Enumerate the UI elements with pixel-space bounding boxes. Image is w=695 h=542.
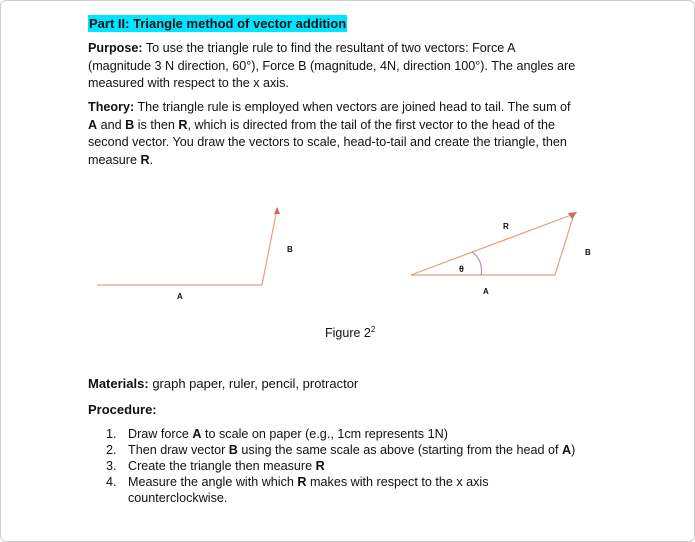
materials-text: graph paper, ruler, pencil, protractor	[148, 376, 359, 391]
purpose-line-1: To use the triangle rule to find the resultant of two vectors: Force A	[145, 41, 516, 55]
step-number: 2.	[106, 443, 117, 457]
theory-vector-a: A	[88, 117, 98, 132]
procedure-step	[106, 458, 575, 474]
step-text: )	[571, 443, 576, 457]
step-text: using the same scale as above (starting from the head of	[237, 443, 563, 457]
step-number: 1.	[106, 427, 117, 441]
purpose-line-3: measured with respect to the x axis.	[88, 76, 289, 90]
step-vector: R	[315, 459, 325, 473]
left-vector-b-line	[262, 209, 277, 285]
left-label-b: B	[287, 245, 293, 254]
theta-label: θ	[459, 264, 464, 274]
procedure-step	[106, 442, 575, 458]
step-text: Measure the angle with which	[128, 475, 298, 489]
step-number: 3.	[106, 459, 117, 473]
theory-text: .	[149, 152, 154, 167]
theory-line-1: The triangle rule is employed when vectors are joined head to tail. The sum of	[137, 100, 571, 114]
step-vector: R	[297, 475, 307, 489]
theory-label: Theory:	[88, 100, 135, 114]
step-vector: A	[562, 443, 572, 457]
step-vector: A	[192, 427, 202, 441]
step-text: Then draw vector	[128, 443, 229, 457]
purpose-line-2: (magnitude 3 N direction, 60°), Force B (magnitude, 4N, direction 100°). The angles are	[88, 58, 576, 73]
procedure-label: Procedure:	[88, 402, 157, 417]
theory-vector-b: B	[125, 117, 135, 132]
theory-line-3: second vector. You draw the vectors to scale, head-to-tail and create the triangle, then	[88, 135, 567, 149]
figure-caption-sup: 2	[370, 325, 376, 334]
right-label-b: B	[585, 248, 591, 257]
theta-angle-arc	[472, 252, 482, 275]
left-vector-b-arrowhead	[274, 207, 280, 214]
purpose-label: Purpose:	[88, 41, 143, 55]
materials-label: Materials:	[88, 376, 149, 391]
figure-caption-text: Figure 2	[325, 326, 371, 341]
step-vector: B	[228, 443, 238, 457]
step-text: makes with respect to the x axis	[306, 475, 489, 489]
procedure-step	[106, 474, 575, 506]
right-label-r: R	[503, 222, 509, 231]
left-label-a: A	[177, 292, 183, 301]
step-text: Create the triangle then measure	[128, 459, 316, 473]
right-vector-b-line	[555, 214, 574, 275]
step-text: to scale on paper (e.g., 1cm represents 1N)	[201, 427, 448, 441]
theory-text: is then	[134, 117, 179, 132]
theory-text: and	[97, 117, 126, 132]
right-vector-r-line	[411, 214, 574, 275]
theory-vector-r: R	[140, 152, 150, 167]
step-text: Draw force	[128, 427, 193, 441]
step-continuation: counterclockwise.	[128, 491, 228, 505]
theory-text: measure	[88, 152, 141, 167]
right-label-a: A	[483, 287, 489, 296]
procedure-step	[106, 426, 575, 442]
step-number: 4.	[106, 475, 117, 489]
theory-text: , which is directed from the tail of the first vector to the head of the	[187, 117, 555, 132]
procedure-steps	[106, 426, 575, 506]
section-heading: Part II: Triangle method of vector addition	[89, 16, 347, 31]
materials-line	[88, 375, 358, 392]
theory-vector-r: R	[178, 117, 188, 132]
figure-caption	[325, 325, 375, 340]
